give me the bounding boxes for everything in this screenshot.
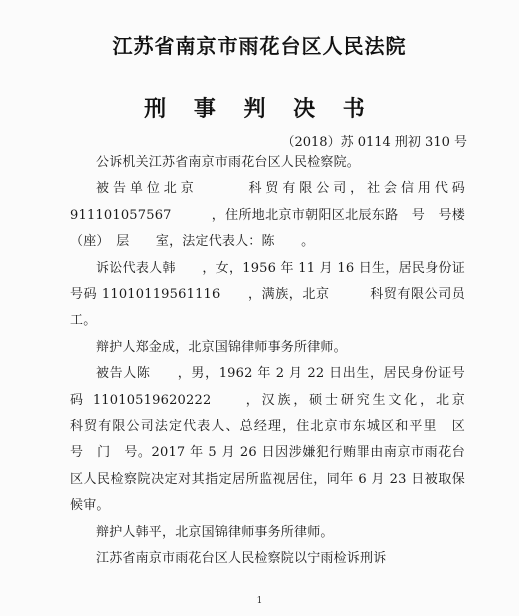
- page-number: 1: [256, 596, 263, 606]
- paragraph-prosecutor: 公诉机关江苏省南京市雨花台区人民检察院。: [96, 155, 361, 170]
- judgment-body: [70, 150, 505, 573]
- paragraph-indictment: 江苏省南京市雨花台区人民检察院以宁雨检诉刑诉: [96, 551, 387, 567]
- paragraph-defense-counsel-2: 辩护人韩平，北京国锦律师事务所律师。: [96, 524, 334, 540]
- paragraph-defendant-person: 被告人陈 ，男，1962 年 2 月 22 日出生，居民身份证号码 11010519620222 ，汉族，硕士研究生文化，北京 科贸有限公司法定代表人、总经理，住北京市东城区和平里 区 号 门 号。2017 年 5 月 26 日因涉嫌犯行贿罪由南京市雨花台区人民检察院决定对其指定居所监视居住，同年 6 月 23 日被取保候审。: [70, 366, 505, 514]
- paragraph-litigation-representative: 诉讼代表人韩 ，女，1956 年 11 月 16 日生，居民身份证号码 11010119561116 ，满族，北京 科贸有限公司员工。: [70, 260, 465, 329]
- paragraph-defense-counsel-1: 辩护人郑金成，北京国锦律师事务所律师。: [96, 339, 347, 355]
- paragraph-defendant-unit: 被告单位北京 科贸有限公司，社会信用代码 911101057567 ，住所地北京市朝阳区北辰东路 号 号楼（座） 层 室，法定代表人：陈 。: [70, 181, 465, 250]
- case-number: （2018）苏 0114 刑初 310 号: [281, 135, 467, 150]
- document-title: 刑 事 判 决 书: [144, 96, 375, 122]
- court-name: 江苏省南京市雨花台区人民法院: [112, 34, 407, 58]
